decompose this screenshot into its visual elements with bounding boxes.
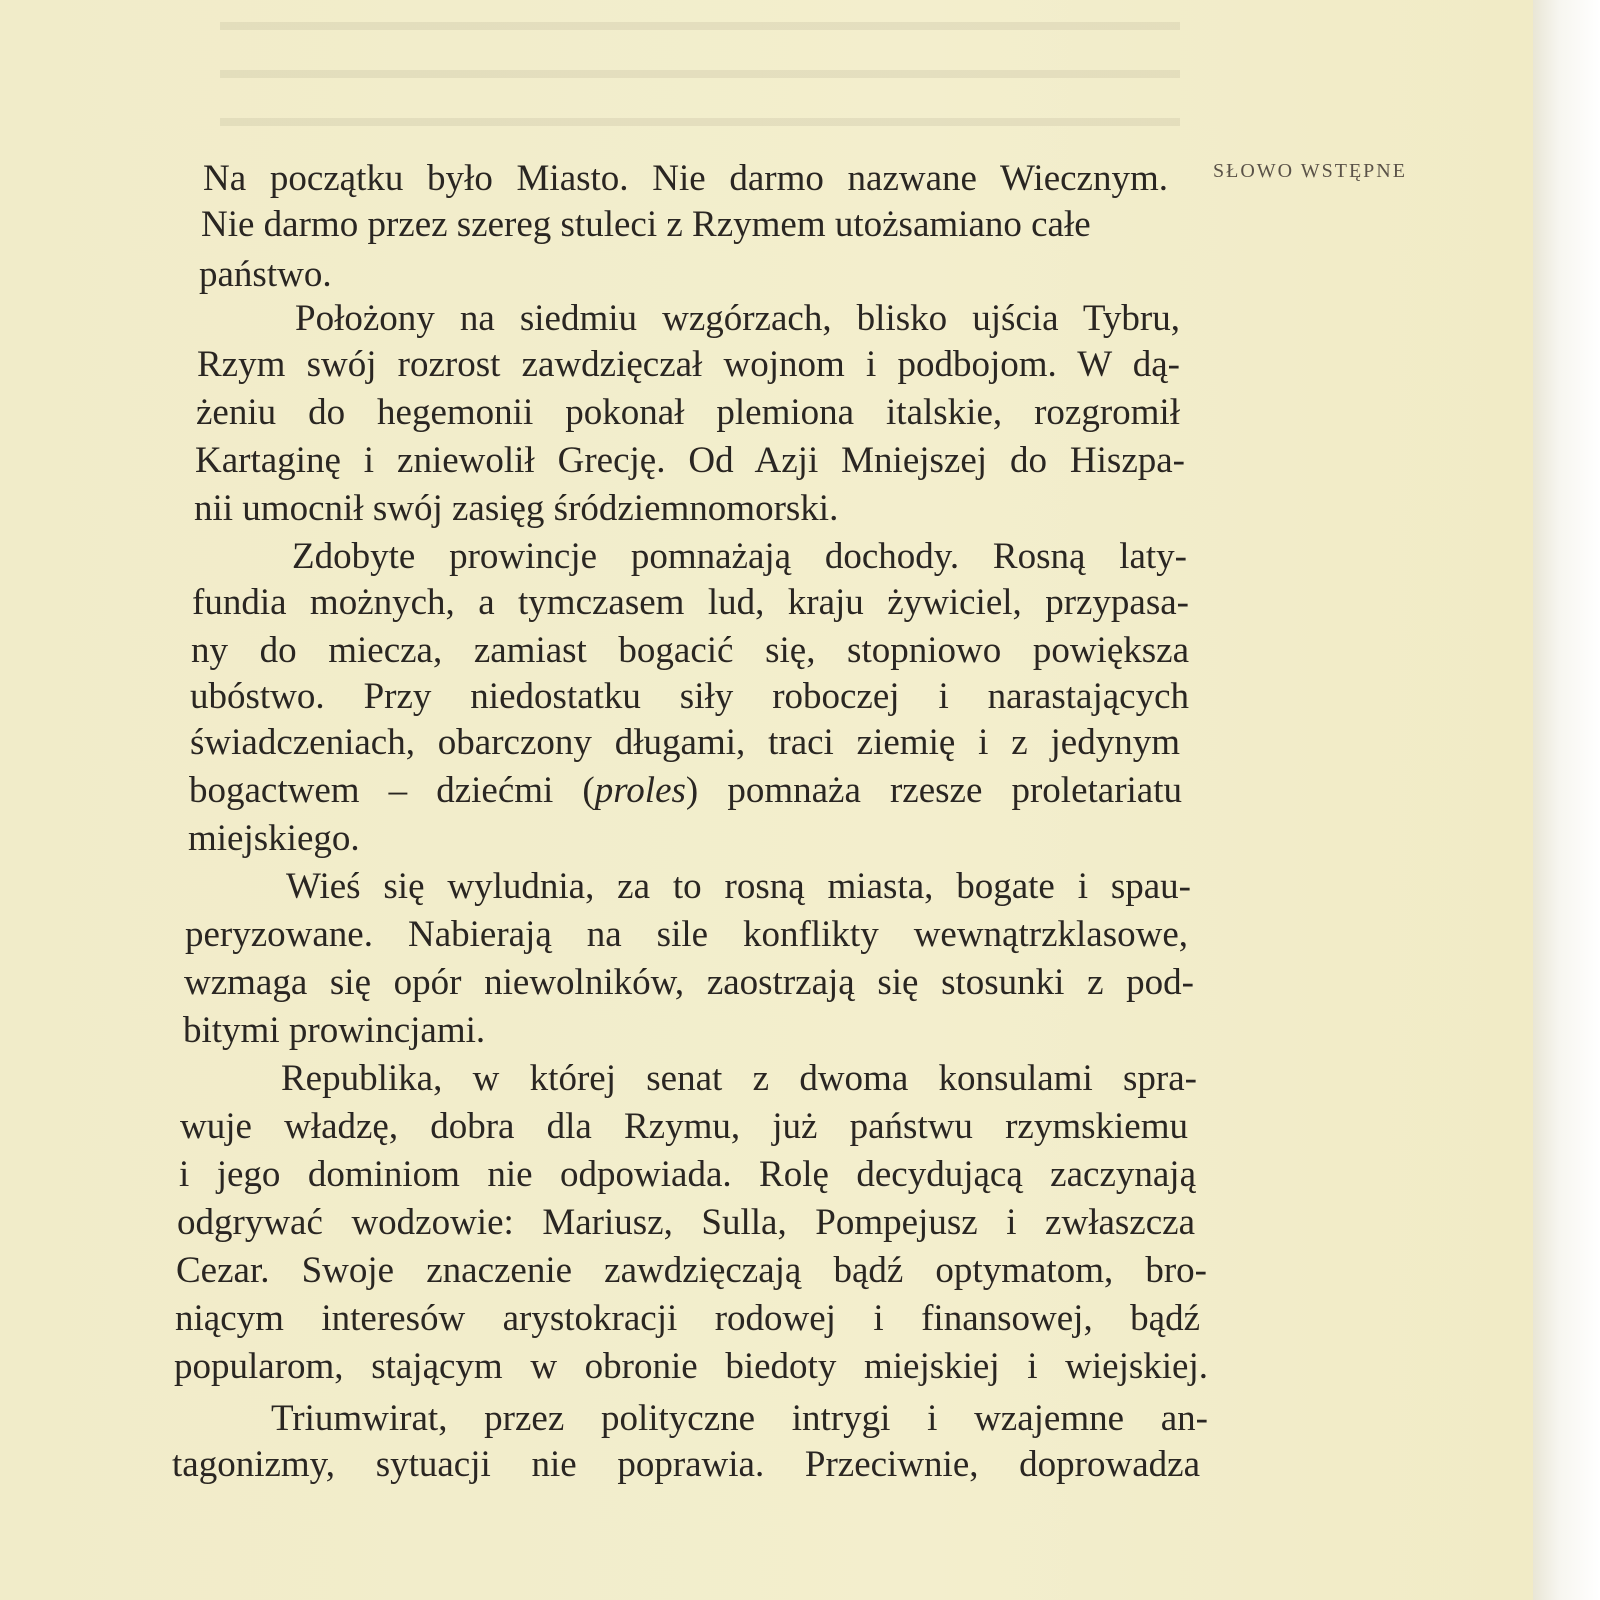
text-line: Cezar. Swoje znaczenie zawdzięczają bądź optymatom, bro- [176, 1252, 1207, 1291]
text-line: żeniu do hegemonii pokonał plemiona italskie, rozgromił [196, 394, 1180, 433]
running-head: SŁOWO WSTĘPNE [1213, 160, 1407, 182]
text-line: Zdobyte prowincje pomnażają dochody. Rosną laty- [292, 538, 1187, 577]
text-line: państwo. [199, 256, 332, 295]
text-line: wuje władzę, dobra dla Rzymu, już państwu rzymskiemu [180, 1108, 1188, 1147]
text-line: ny do miecza, zamiast bogacić się, stopniowo powiększa [191, 632, 1189, 671]
text-line: Na początku było Miasto. Nie darmo nazwane Wiecznym. [203, 160, 1168, 199]
text-line: Republika, w której senat z dwoma konsulami spra- [281, 1060, 1197, 1099]
text-line: peryzowane. Nabierają na sile konflikty wewnątrzklasowe, [185, 916, 1188, 955]
text-line: Nie darmo przez szereg stuleci z Rzymem utożsamiano całe [201, 206, 1091, 245]
text-line: nii umocnił swój zasięg śródziemnomorski. [194, 490, 839, 529]
text-line: tagonizmy, sytuacji nie poprawia. Przeciwnie, doprowadza [172, 1446, 1200, 1485]
italic-term: proles [594, 772, 686, 811]
text-line: niącym interesów arystokracji rodowej i finansowej, bądź [175, 1300, 1200, 1339]
text-line: fundia możnych, a tymczasem lud, kraju żywiciel, przypasa- [192, 584, 1189, 623]
text-line: Triumwirat, przez polityczne intrygi i wzajemne an- [271, 1400, 1208, 1439]
text-line: Położony na siedmiu wzgórzach, blisko ujścia Tybru, [295, 300, 1180, 339]
text-line: wzmaga się opór niewolników, zaostrzają się stosunki z pod- [184, 964, 1194, 1003]
text-line: Wieś się wyludnia, za to rosną miasta, bogate i spau- [286, 868, 1191, 907]
text-line: bitymi prowincjami. [183, 1012, 486, 1051]
page-edge [1533, 0, 1600, 1600]
text-line: miejskiego. [188, 820, 360, 859]
text-line: Rzym swój rozrost zawdzięczał wojnom i podbojom. W dą- [197, 346, 1180, 385]
text-line: bogactwem – dziećmi (proles) pomnaża rzesze proletariatu [189, 772, 1182, 811]
text-line: ubóstwo. Przy niedostatku siły roboczej i narastających [190, 678, 1189, 717]
text-line: Kartaginę i zniewolił Grecję. Od Azji Mniejszej do Hiszpa- [195, 442, 1185, 481]
text-line: odgrywać wodzowie: Mariusz, Sulla, Pompejusz i zwłaszcza [177, 1204, 1195, 1243]
text-line: i jego dominiom nie odpowiada. Rolę decydującą zaczynają [179, 1156, 1196, 1195]
text-line: popularom, stającym w obronie biedoty miejskiej i wiejskiej. [174, 1348, 1208, 1387]
text-line: świadczeniach, obarczony długami, traci ziemię i z jedynym [190, 724, 1180, 763]
